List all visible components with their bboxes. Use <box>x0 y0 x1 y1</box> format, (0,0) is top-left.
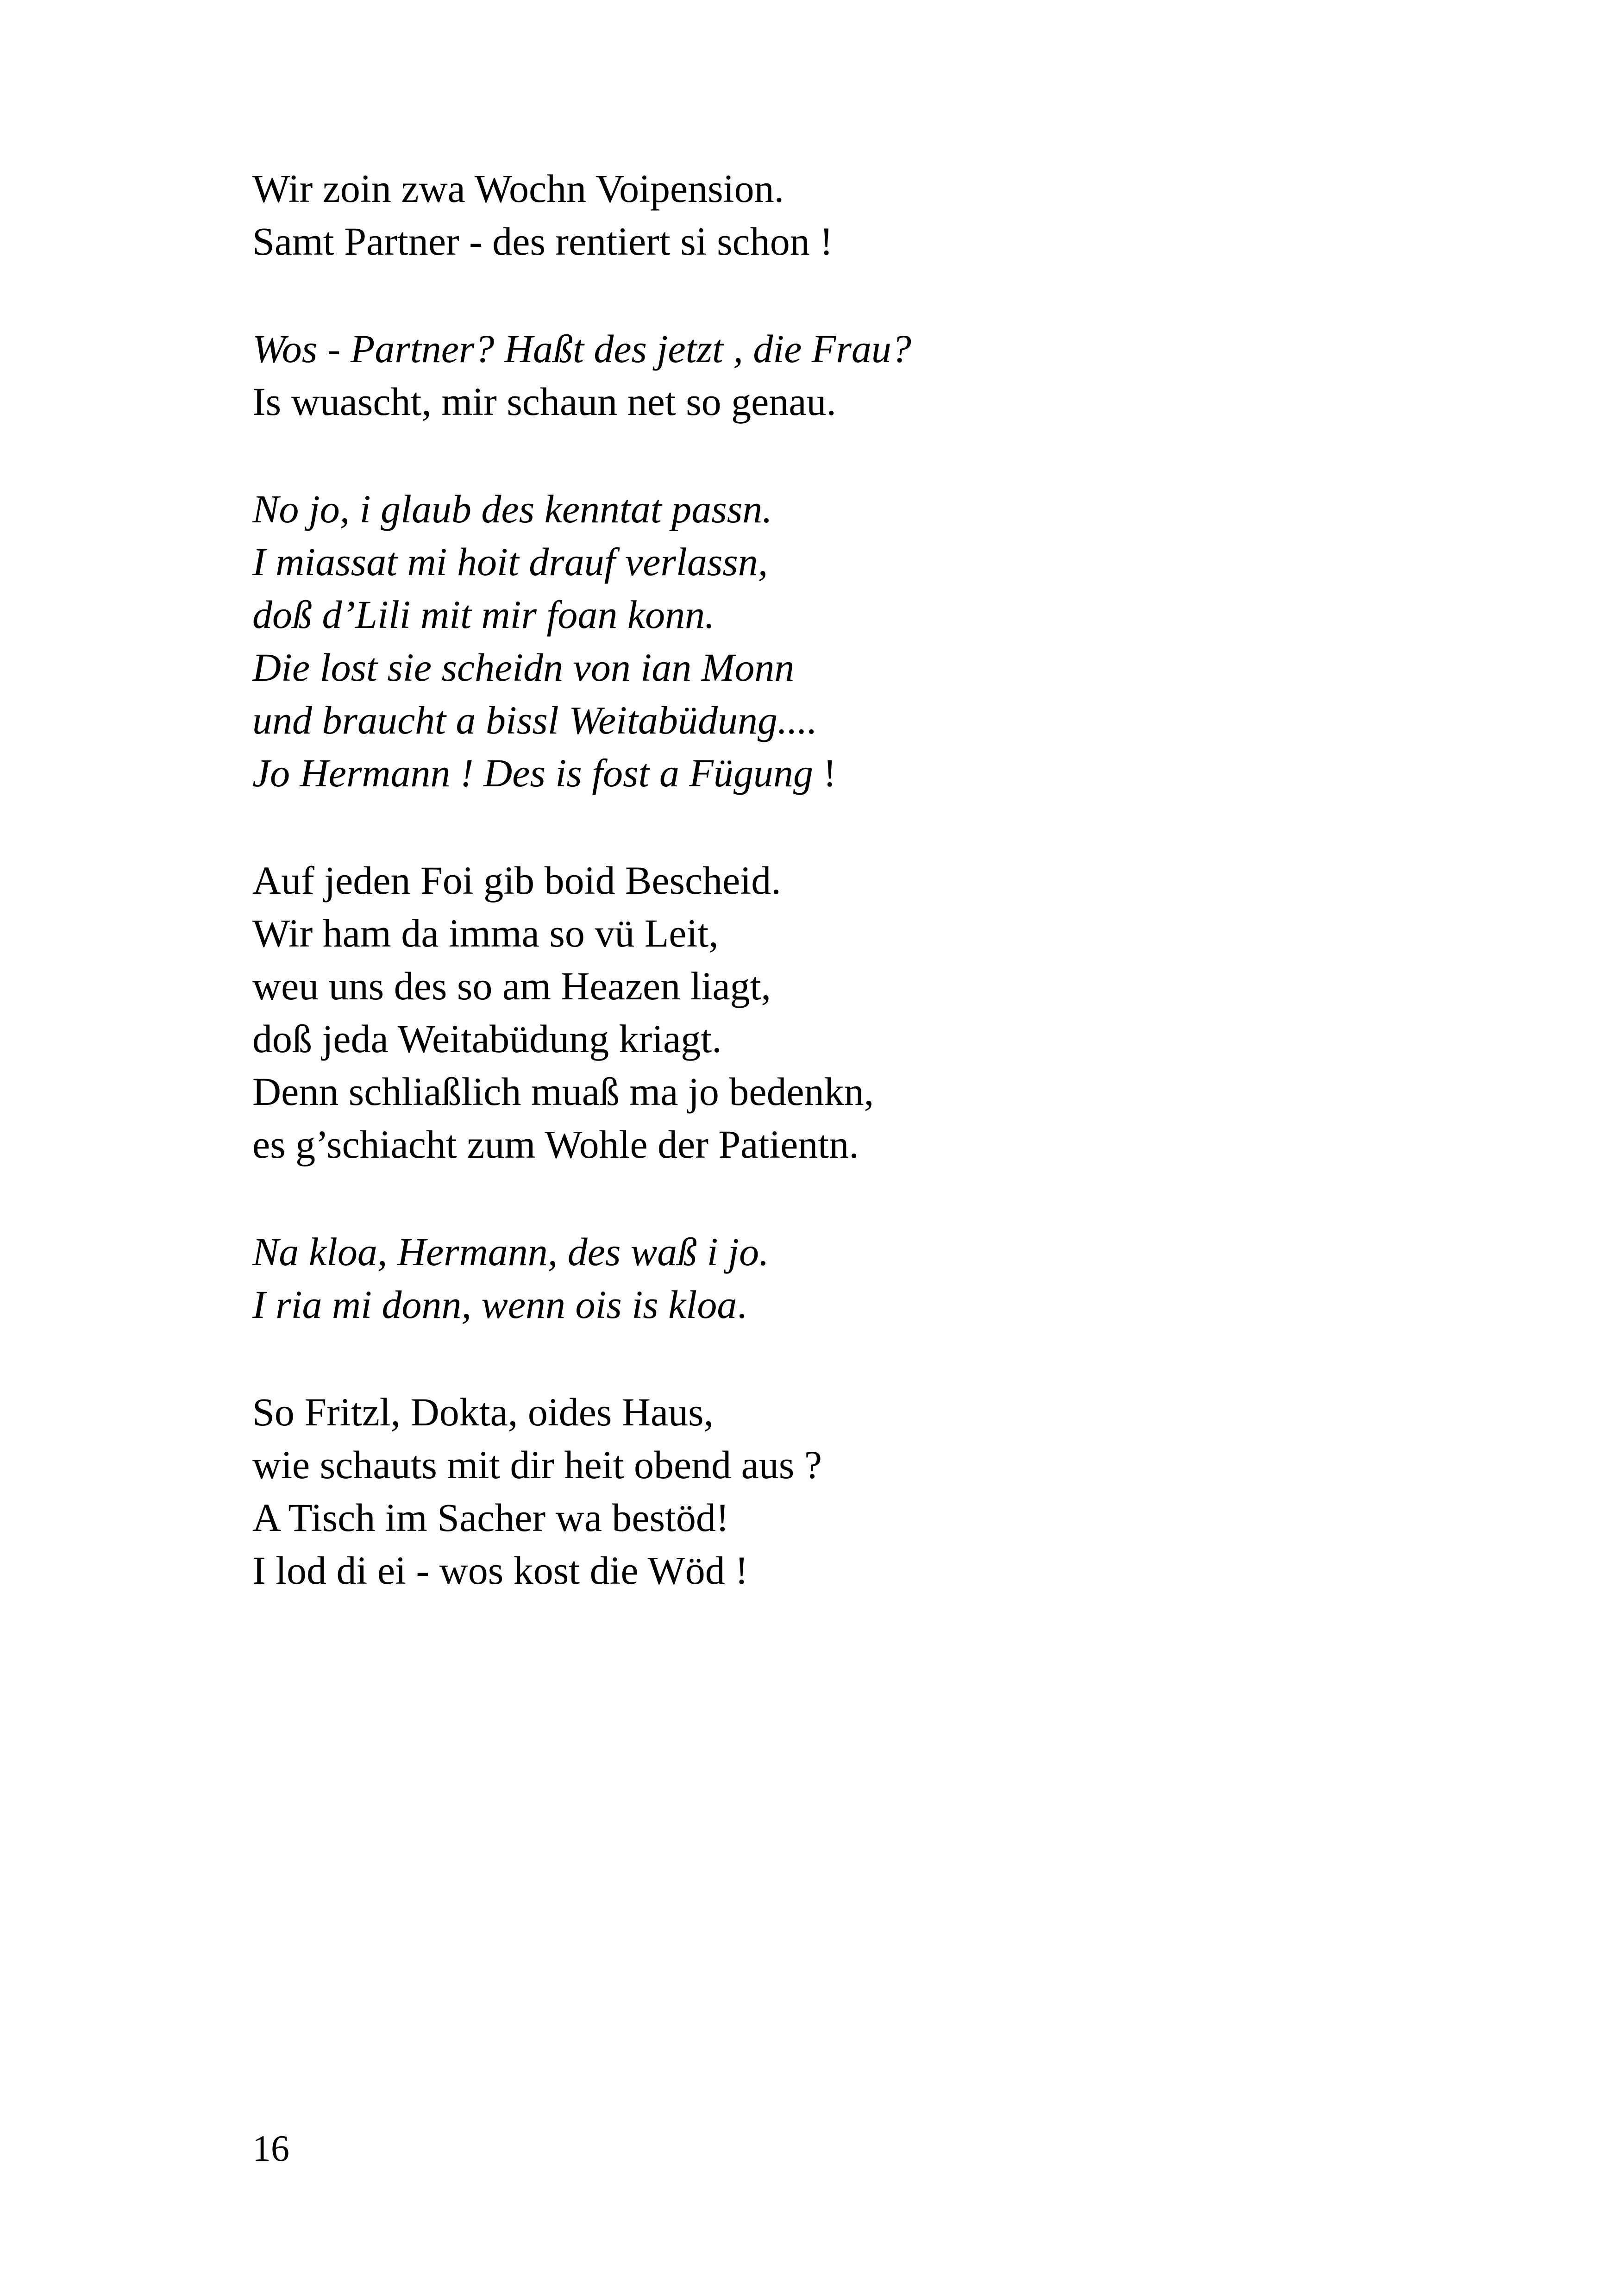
stanza <box>252 1225 1503 1331</box>
poem-line-text: A Tisch im Sacher wa bestöd! <box>252 1495 729 1540</box>
poem-line-text: doß d’Lili mit mir foan konn. <box>252 592 715 637</box>
poem-line <box>252 1386 1503 1438</box>
poem-line <box>252 907 1503 960</box>
stanza <box>252 162 1503 268</box>
poem-line-text: Wir ham da imma so vü Leit, <box>252 911 719 955</box>
poem-line-text: Is wuascht, mir schaun net so genau. <box>252 379 837 424</box>
poem-line <box>252 747 1503 799</box>
poem-line-text: es g’schiacht zum Wohle der Patientn. <box>252 1122 859 1167</box>
poem-line-text: weu uns des so am Heazen liagt, <box>252 964 771 1008</box>
page-number: 16 <box>252 2128 289 2169</box>
poem-line <box>252 960 1503 1012</box>
poem-line-text: I miassat mi hoit drauf verlassn, <box>252 539 768 584</box>
poem-line-text: Samt Partner - des rentiert si schon ! <box>252 219 833 263</box>
stanza <box>252 322 1503 428</box>
poem-body <box>252 162 1503 1651</box>
poem-line <box>252 535 1503 588</box>
poem-line <box>252 322 1503 375</box>
stanza <box>252 1386 1503 1597</box>
poem-line-text: Na kloa, Hermann, des waß i jo. <box>252 1230 769 1274</box>
poem-line-text: Wir zoin zwa Wochn Voipension. <box>252 166 784 211</box>
poem-line <box>252 1118 1503 1171</box>
poem-line-punctuation: ! <box>813 751 837 795</box>
poem-line-text: I lod di ei - wos kost die Wöd ! <box>252 1548 748 1593</box>
poem-line <box>252 375 1503 428</box>
poem-line-punctuation: . <box>737 1282 747 1327</box>
poem-line <box>252 1012 1503 1065</box>
poem-line <box>252 1278 1503 1331</box>
poem-line <box>252 694 1503 747</box>
poem-line-text: Denn schliaßlich muaß ma jo bedenkn, <box>252 1069 874 1114</box>
poem-line-text: wie schauts mit dir heit obend aus ? <box>252 1443 822 1487</box>
stanza <box>252 483 1503 799</box>
poem-line <box>252 483 1503 535</box>
poem-line-text: I ria mi donn, wenn ois is kloa <box>252 1282 737 1327</box>
poem-line-text: So Fritzl, Dokta, oides Haus, <box>252 1390 714 1434</box>
poem-line <box>252 1065 1503 1118</box>
poem-line-text: doß jeda Weitabüdung kriagt. <box>252 1016 722 1061</box>
poem-line-text: und braucht a bissl Weitabüdung.... <box>252 698 817 742</box>
poem-line <box>252 162 1503 215</box>
poem-line <box>252 1544 1503 1597</box>
poem-line <box>252 215 1503 268</box>
stanza <box>252 854 1503 1171</box>
poem-line <box>252 641 1503 694</box>
poem-line <box>252 1438 1503 1491</box>
poem-line-text: No jo, i glaub des kenntat passn. <box>252 487 772 531</box>
poem-line <box>252 1491 1503 1544</box>
poem-line <box>252 588 1503 641</box>
poem-line-text: Auf jeden Foi gib boid Bescheid. <box>252 858 781 903</box>
poem-line <box>252 854 1503 907</box>
poem-line-text: Jo Hermann ! Des is fost a Fügung <box>252 751 814 795</box>
poem-line <box>252 1225 1503 1278</box>
poem-line-text: Wos - Partner? Haßt des jetzt , die Frau? <box>252 326 911 371</box>
poem-line-text: Die lost sie scheidn von ian Monn <box>252 645 795 690</box>
